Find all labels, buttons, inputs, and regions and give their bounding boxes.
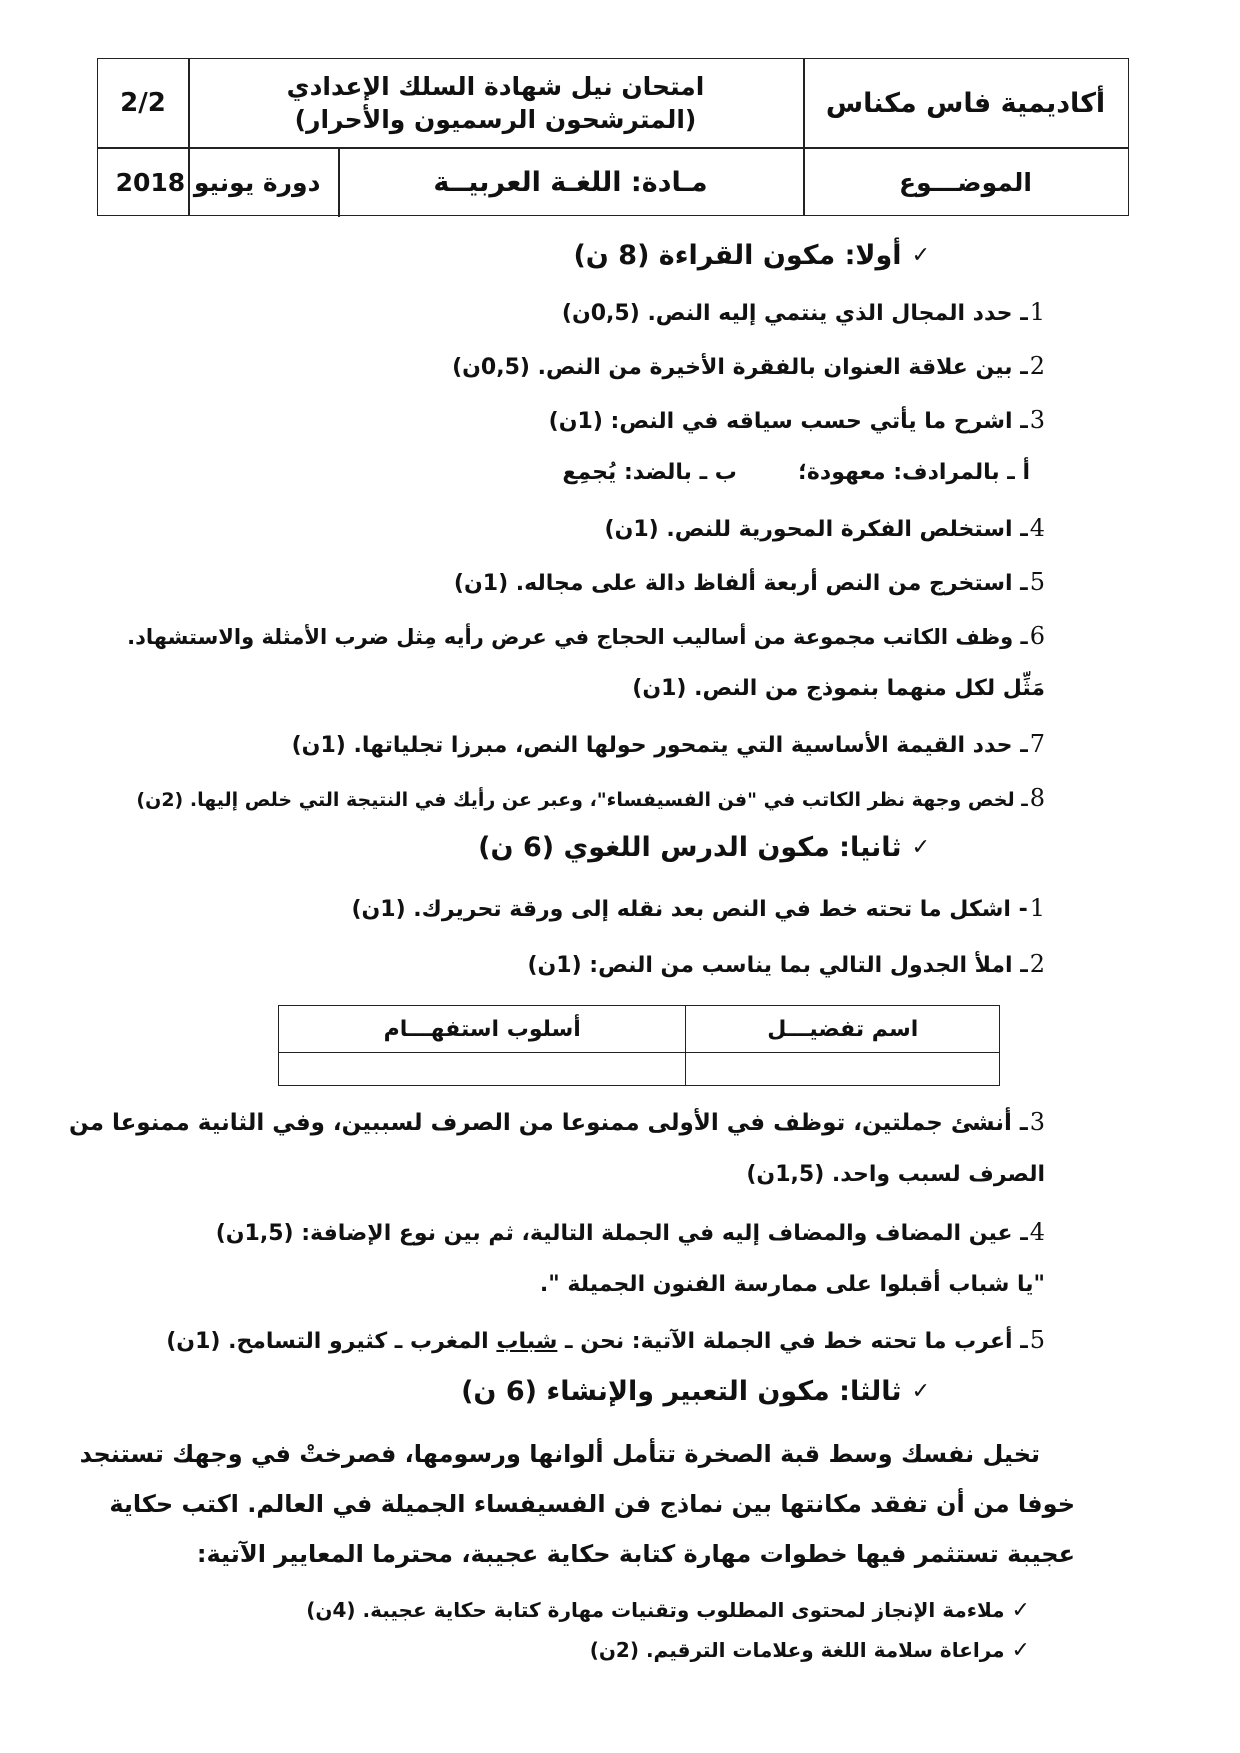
table-cell-empty [686,1053,1000,1086]
question-continuation: مَثِّل لكل منهما بنموذج من النص. (1ن) [632,676,1045,701]
exam-title-line1: امتحان نيل شهادة السلك الإعدادي [286,72,705,101]
underlined-word: شباب [496,1329,558,1354]
table-header-comparative: اسم تفضيـــل [686,1006,1000,1053]
question-item: 2ـ املأ الجدول التالي بما يناسب من النص: (1ن) [527,950,1045,978]
question-item: 5ـ استخرج من النص أربعة ألفاظ دالة على مجاله. (1ن) [453,568,1045,596]
exam-header [97,58,1129,216]
question-subitem: أ ـ بالمرادف: معهودة؛ ب ـ بالضد: يُجمِع [562,460,1030,485]
question-item: 5ـ أعرب ما تحته خط في الجملة الآتية: نحن ـ شباب المغرب ـ كثيرو التسامح. (1ن) [166,1326,1045,1354]
check-icon: ✓ [911,835,930,860]
exam-title-line2: (المترشحون الرسميون والأحرار) [294,105,697,134]
academy-name: أكاديمية فاس مكناس [825,87,1106,119]
writing-prompt-line: عجيبة تستثمر فيها خطوات مهارة كتابة حكاية عجيبة، محترما المعايير الآتية: [196,1540,1075,1568]
question-item: 4ـ استخلص الفكرة المحورية للنص. (1ن) [604,514,1045,542]
question-item: 1- اشكل ما تحته خط في النص بعد نقله إلى ورقة تحريرك. (1ن) [351,894,1045,922]
exam-session: دورة يونيو 2018 [115,167,321,197]
criteria-item: ✓ مراعاة سلامة اللغة وعلامات الترقيم. (2ن) [589,1638,1030,1663]
section-writing-title: ✓ ثالثا: مكون التعبير والإنشاء (6 ن) [461,1376,930,1407]
question-item: 1ـ حدد المجال الذي ينتمي إليه النص. (0,5ن) [561,298,1045,326]
question-quote: "يا شباب أقبلوا على ممارسة الفنون الجميلة ". [539,1272,1045,1297]
question-item: 6ـ وظف الكاتب مجموعة من أساليب الحجاج في عرض رأيه مِثل ضرب الأمثلة والاستشهاد. [127,622,1045,650]
check-icon: ✓ [1004,1638,1030,1663]
page-number: 2/2 [120,88,166,118]
section-reading-title: ✓ أولا: مكون القراءة (8 ن) [573,240,930,271]
writing-prompt-line: خوفا من أن تفقد مكانتها بين نماذج فن الفسيفساء الجميلة في العالم. اكتب حكاية [109,1490,1075,1518]
subject-name: مـادة: اللغـة العربيــة [433,166,708,198]
question-item: 3ـ أنشئ جملتين، توظف في الأولى ممنوعا من الصرف لسببين، وفي الثانية ممنوعا من [69,1108,1045,1136]
check-icon: ✓ [911,1379,930,1404]
question-item: 3ـ اشرح ما يأتي حسب سياقه في النص: (1ن) [548,406,1045,434]
section-language-title: ✓ ثانيا: مكون الدرس اللغوي (6 ن) [478,832,930,863]
table-header-interrogative: أسلوب استفهـــام [279,1006,686,1053]
table-cell-empty [279,1053,686,1086]
subject-label: الموضـــوع [899,167,1032,197]
check-icon: ✓ [911,243,930,268]
fill-table [278,1005,1000,1086]
question-item: 7ـ حدد القيمة الأساسية التي يتمحور حولها النص، مبرزا تجلياتها. (1ن) [291,730,1045,758]
exam-title [188,59,803,147]
question-item: 4ـ عين المضاف والمضاف إليه في الجملة التالية، ثم بين نوع الإضافة: (1,5ن) [215,1218,1045,1246]
question-continuation: الصرف لسبب واحد. (1,5ن) [746,1162,1045,1187]
criteria-item: ✓ ملاءمة الإنجاز لمحتوى المطلوب وتقنيات مهارة كتابة حكاية عجيبة. (4ن) [306,1598,1030,1623]
writing-prompt-line: تخيل نفسك وسط قبة الصخرة تتأمل ألوانها ورسومها، فصرختْ في وجهك تستنجد [79,1440,1040,1468]
question-item: 8ـ لخص وجهة نظر الكاتب في "فن الفسيفساء"، وعبر عن رأيك في النتيجة التي خلص إليها. (2ن) [136,784,1045,812]
question-item: 2ـ بين علاقة العنوان بالفقرة الأخيرة من النص. (0,5ن) [452,352,1045,380]
check-icon: ✓ [1004,1598,1030,1623]
